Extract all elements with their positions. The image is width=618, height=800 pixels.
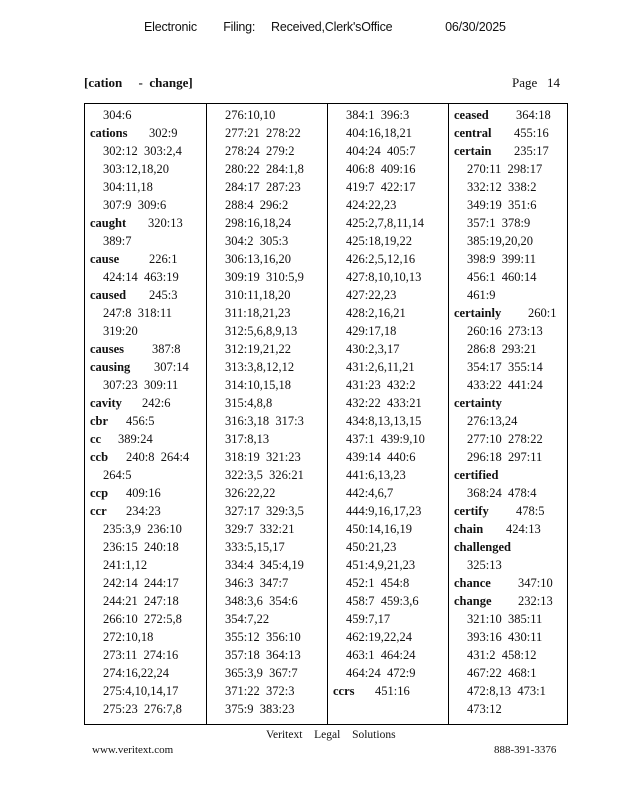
index-entry (90, 214, 183, 232)
index-column-2 (206, 104, 327, 724)
index-column-3 (327, 104, 448, 724)
page-line-reference: 389:24 (118, 432, 153, 446)
index-reference-line: 334:4 345:4,19 (225, 558, 304, 572)
page-line-reference: 260:1 (528, 306, 557, 320)
index-entry (454, 574, 553, 592)
index-reference-line: 384:1 396:3 (346, 108, 410, 122)
index-range-header: [cation - change] (84, 75, 193, 90)
index-term: certainly (454, 306, 502, 320)
index-reference-line: 357:18 364:13 (225, 648, 301, 662)
index-reference-line: 278:24 279:2 (225, 144, 295, 158)
index-reference-line: 450:14,16,19 (346, 522, 412, 536)
index-term: chance (454, 576, 491, 590)
index-reference-line: 319:20 (103, 324, 138, 338)
index-reference-line: 312:5,6,8,9,13 (225, 324, 298, 338)
index-reference-line: 277:10 278:22 (467, 432, 543, 446)
index-entry (90, 358, 189, 376)
index-reference-line: 452:1 454:8 (346, 576, 410, 590)
page-line-reference: 226:1 (149, 252, 178, 266)
index-reference-line: 441:6,13,23 (346, 468, 406, 482)
page-number: Page 14 (512, 75, 561, 90)
index-entry (90, 448, 189, 466)
index-reference-line: 276:13,24 (467, 414, 518, 428)
index-reference-line: 437:1 439:9,10 (346, 432, 425, 446)
index-reference-line: 275:4,10,14,17 (103, 684, 179, 698)
page-line-reference: 478:5 (516, 504, 545, 518)
index-reference-line: 430:2,3,17 (346, 342, 400, 356)
index-reference-line: 272:10,18 (103, 630, 154, 644)
index-entry (90, 340, 180, 358)
index-reference-line: 354:17 355:14 (467, 360, 543, 374)
index-reference-line: 266:10 272:5,8 (103, 612, 182, 626)
page-line-reference: 235:17 (514, 144, 549, 158)
index-entry (90, 250, 177, 268)
index-reference-line: 322:3,5 326:21 (225, 468, 304, 482)
index-reference-line: 365:3,9 367:7 (225, 666, 298, 680)
index-reference-line: 275:23 276:7,8 (103, 702, 182, 716)
index-entry (90, 286, 177, 304)
index-term: caused (90, 288, 127, 302)
index-reference-line: 375:9 383:23 (225, 702, 295, 716)
index-term: ccrs (333, 684, 355, 698)
index-entry (90, 124, 177, 142)
index-entry (454, 124, 549, 142)
index-reference-line: 424:14 463:19 (103, 270, 179, 284)
index-reference-line: 315:4,8,8 (225, 396, 273, 410)
index-reference-line: 312:19,21,22 (225, 342, 291, 356)
index-reference-line: 467:22 468:1 (467, 666, 537, 680)
index-reference-line: 425:18,19,22 (346, 234, 412, 248)
index-reference-line: 444:9,16,17,23 (346, 504, 422, 518)
index-term: certified (454, 468, 499, 482)
index-reference-line: 244:21 247:18 (103, 594, 179, 608)
index-reference-line: 241:1,12 (103, 558, 148, 572)
page-line-reference: 302:9 (149, 126, 178, 140)
index-reference-line: 307:9 309:6 (103, 198, 167, 212)
index-term: certain (454, 144, 492, 158)
index-reference-line: 371:22 372:3 (225, 684, 295, 698)
index-term: ccr (90, 504, 107, 518)
index-reference-line: 426:2,5,12,16 (346, 252, 416, 266)
index-reference-line: 304:6 (103, 108, 132, 122)
index-reference-line: 264:5 (103, 468, 132, 482)
index-reference-line: 451:4,9,21,23 (346, 558, 416, 572)
index-term: challenged (454, 540, 511, 554)
index-reference-line: 439:14 440:6 (346, 450, 416, 464)
index-reference-line: 309:19 310:5,9 (225, 270, 304, 284)
index-entry (90, 502, 161, 520)
index-term: causing (90, 360, 131, 374)
index-reference-line: 459:7,17 (346, 612, 391, 626)
index-reference-line: 306:13,16,20 (225, 252, 291, 266)
index-term: ceased (454, 108, 489, 122)
index-reference-line: 431:2 458:12 (467, 648, 537, 662)
index-term: cavity (90, 396, 122, 410)
index-entry (454, 394, 526, 412)
index-reference-line: 348:3,6 354:6 (225, 594, 298, 608)
index-reference-line: 433:22 441:24 (467, 378, 543, 392)
index-reference-line: 462:19,22,24 (346, 630, 412, 644)
index-reference-line: 333:5,15,17 (225, 540, 285, 554)
index-reference-line: 450:21,23 (346, 540, 397, 554)
index-reference-line: 404:16,18,21 (346, 126, 412, 140)
page-line-reference: 424:13 (506, 522, 541, 536)
page-line-reference: 455:16 (514, 126, 549, 140)
index-reference-line: 298:16,18,24 (225, 216, 291, 230)
index-reference-line: 302:12 303:2,4 (103, 144, 182, 158)
index-reference-line: 307:23 309:11 (103, 378, 179, 392)
index-reference-line: 431:23 432:2 (346, 378, 416, 392)
index-column-4 (448, 104, 567, 724)
index-reference-line: 276:10,10 (225, 108, 276, 122)
index-reference-line: 432:22 433:21 (346, 396, 422, 410)
index-entry (454, 520, 541, 538)
page-line-reference: 451:16 (375, 684, 410, 698)
page-line-reference: 347:10 (518, 576, 553, 590)
index-reference-line: 270:11 298:17 (467, 162, 543, 176)
index-entry (90, 394, 170, 412)
index-reference-line: 389:7 (103, 234, 132, 248)
index-reference-line: 398:9 399:11 (467, 252, 536, 266)
index-reference-line: 304:11,18 (103, 180, 153, 194)
index-reference-line: 326:22,22 (225, 486, 276, 500)
footer-website: www.veritext.com (92, 744, 174, 756)
index-reference-line: 442:4,6,7 (346, 486, 394, 500)
index-reference-line: 288:4 296:2 (225, 198, 289, 212)
index-reference-line: 303:12,18,20 (103, 162, 169, 176)
index-reference-line: 332:12 338:2 (467, 180, 537, 194)
index-reference-line: 327:17 329:3,5 (225, 504, 304, 518)
index-column-1 (85, 104, 206, 724)
footer-company: Veritext Legal Solutions (266, 729, 396, 741)
index-reference-line: 314:10,15,18 (225, 378, 291, 392)
index-reference-line: 425:2,7,8,11,14 (346, 216, 425, 230)
index-reference-line: 236:15 240:18 (103, 540, 179, 554)
word-index-table (84, 103, 568, 725)
index-entry (454, 304, 556, 322)
index-reference-line: 349:19 351:6 (467, 198, 537, 212)
index-entry (454, 466, 524, 484)
index-reference-line: 304:2 305:3 (225, 234, 289, 248)
index-reference-line: 313:3,8,12,12 (225, 360, 295, 374)
index-reference-line: 296:18 297:11 (467, 450, 543, 464)
index-reference-line: 346:3 347:7 (225, 576, 289, 590)
index-reference-line: 273:11 274:16 (103, 648, 179, 662)
index-reference-line: 427:22,23 (346, 288, 397, 302)
index-reference-line: 461:9 (467, 288, 496, 302)
index-term: causes (90, 342, 125, 356)
index-term: ccp (90, 486, 109, 500)
index-entry (90, 412, 154, 430)
page-line-reference: 245:3 (149, 288, 178, 302)
index-reference-line: 357:1 378:9 (467, 216, 531, 230)
index-reference-line: 456:1 460:14 (467, 270, 537, 284)
index-entry (454, 142, 549, 160)
index-reference-line: 354:7,22 (225, 612, 270, 626)
index-reference-line: 311:18,21,23 (225, 306, 291, 320)
index-reference-line: 431:2,6,11,21 (346, 360, 415, 374)
index-term: central (454, 126, 492, 140)
index-term: cause (90, 252, 120, 266)
index-reference-line: 419:7 422:17 (346, 180, 416, 194)
index-reference-line: 424:22,23 (346, 198, 397, 212)
index-term: cations (90, 126, 128, 140)
index-reference-line: 463:1 464:24 (346, 648, 416, 662)
index-reference-line: 274:16,22,24 (103, 666, 169, 680)
index-reference-line: 472:8,13 473:1 (467, 684, 546, 698)
index-entry (90, 430, 153, 448)
index-reference-line: 385:19,20,20 (467, 234, 533, 248)
page-line-reference: 234:23 (126, 504, 161, 518)
index-term: chain (454, 522, 484, 536)
index-reference-line: 429:17,18 (346, 324, 397, 338)
footer-phone: 888-391-3376 (494, 744, 557, 756)
index-term: caught (90, 216, 127, 230)
index-reference-line: 247:8 318:11 (103, 306, 172, 320)
index-entry (333, 682, 410, 700)
index-term: cc (90, 432, 102, 446)
page-line-reference: 240:8 264:4 (126, 450, 190, 464)
index-reference-line: 286:8 293:21 (467, 342, 537, 356)
index-term: certainty (454, 396, 502, 410)
index-reference-line: 317:8,13 (225, 432, 270, 446)
index-reference-line: 321:10 385:11 (467, 612, 543, 626)
index-reference-line: 242:14 244:17 (103, 576, 179, 590)
index-entry (454, 592, 553, 610)
index-reference-line: 280:22 284:1,8 (225, 162, 304, 176)
index-reference-line: 316:3,18 317:3 (225, 414, 304, 428)
index-entry (454, 106, 551, 124)
index-term: ccb (90, 450, 109, 464)
page-line-reference: 387:8 (152, 342, 181, 356)
index-reference-line: 325:13 (467, 558, 502, 572)
index-reference-line: 277:21 278:22 (225, 126, 301, 140)
index-reference-line: 473:12 (467, 702, 502, 716)
page-line-reference: 307:14 (154, 360, 189, 374)
index-reference-line: 434:8,13,13,15 (346, 414, 422, 428)
page-line-reference: 232:13 (518, 594, 553, 608)
filing-stamp: Electronic Filing: Received,Clerk'sOffice 06/30/2025 (144, 20, 506, 34)
index-reference-line: 355:12 356:10 (225, 630, 301, 644)
index-term: cbr (90, 414, 109, 428)
index-reference-line: 235:3,9 236:10 (103, 522, 182, 536)
page-line-reference: 320:13 (148, 216, 183, 230)
page-line-reference: 242:6 (142, 396, 171, 410)
page-line-reference: 364:18 (516, 108, 551, 122)
index-reference-line: 458:7 459:3,6 (346, 594, 419, 608)
index-reference-line: 318:19 321:23 (225, 450, 301, 464)
index-reference-line: 260:16 273:13 (467, 324, 543, 338)
index-term: certify (454, 504, 489, 518)
index-reference-line: 427:8,10,10,13 (346, 270, 422, 284)
index-entry (454, 538, 534, 556)
index-term: change (454, 594, 492, 608)
index-reference-line: 368:24 478:4 (467, 486, 537, 500)
index-reference-line: 310:11,18,20 (225, 288, 291, 302)
index-reference-line: 406:8 409:16 (346, 162, 416, 176)
page-line-reference: 409:16 (126, 486, 161, 500)
index-reference-line: 428:2,16,21 (346, 306, 406, 320)
index-entry (454, 502, 544, 520)
index-reference-line: 329:7 332:21 (225, 522, 295, 536)
index-reference-line: 404:24 405:7 (346, 144, 416, 158)
index-reference-line: 284:17 287:23 (225, 180, 301, 194)
index-reference-line: 393:16 430:11 (467, 630, 543, 644)
page-line-reference: 456:5 (126, 414, 155, 428)
index-reference-line: 464:24 472:9 (346, 666, 416, 680)
index-entry (90, 484, 161, 502)
